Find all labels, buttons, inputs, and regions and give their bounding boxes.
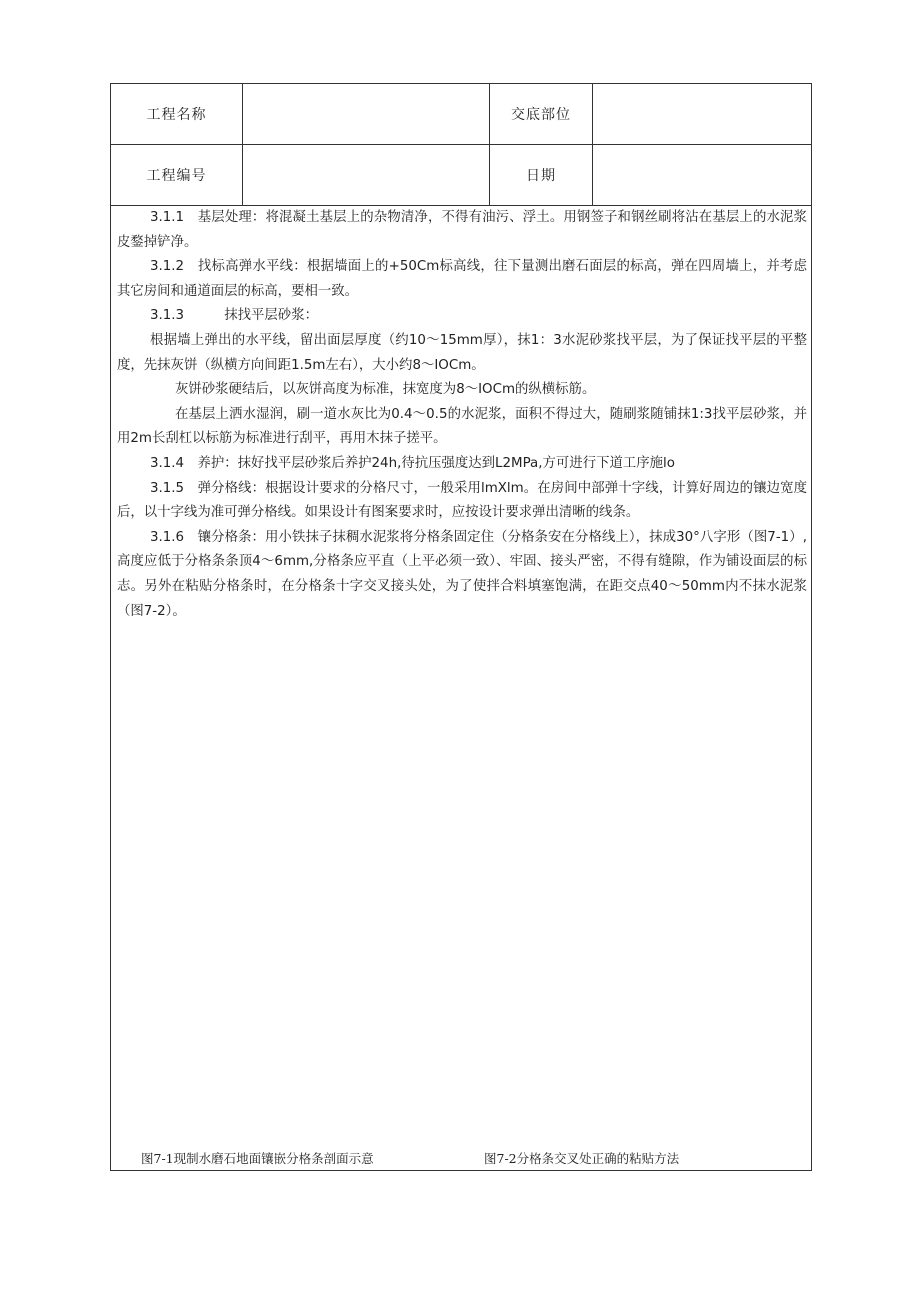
paragraph-3-1-1: 3.1.1 基层处理：将混凝土基层上的杂物清净，不得有油污、浮土。用钢签子和钢丝刷将沾在基层上的水泥浆皮鍪掉铲净。 <box>117 210 807 250</box>
project-name-value[interactable] <box>243 84 489 144</box>
figure-7-1-caption: 图7-1现制水磨石地面镶嵌分格条剖面示意 <box>141 1151 374 1166</box>
figure-captions <box>111 1147 811 1169</box>
project-no-label: 工程编号 <box>146 168 207 184</box>
paragraph-3-1-3-c: 在基层上洒水湿润，刷一道水灰比为0.4～0.5的水泥浆，面积不得过大，随刷浆随铺抹1:3找平层砂浆，并用2m长刮杠以标筋为标准进行刮平，再用木抹子搓平。 <box>117 406 807 447</box>
paragraph-3-1-3: 3.1.3 抹找平层砂浆： <box>150 308 318 324</box>
paragraph-3-1-3-a: 根据墙上弹出的水平线，留出面层厚度（约10～15mm厚），抹1：3水泥砂浆找平层，为了保证找平层的平整度，先抹灰饼（纵横方向间距1.5m左右），大小约8～IOCm。 <box>117 332 807 373</box>
paragraph-3-1-6: 3.1.6 镶分格条：用小铁抹子抹稠水泥浆将分格条固定住（分格条安在分格线上），抹成30°八字形（图7-1）,高度应低于分格条条顶4～6mm,分格条应平直（上平必须一致）、牢固、接头严密，不得有缝隙，作为铺设面层的标志。另外在粘贴分格条时，在分格条十字交叉接头处，为了使拌合料填塞饱满，在距交点40～50mm内不抹水泥浆（图7-2）。 <box>117 529 807 619</box>
date-value[interactable] <box>593 145 811 205</box>
project-name-label: 工程名称 <box>146 107 207 123</box>
figure-area <box>111 624 811 1144</box>
paragraph-3-1-5: 3.1.5 弹分格线：根据设计要求的分格尺寸，一般采用lmXlm。在房间中部弹十字线，计算好周边的镶边宽度后，以十字线为准可弹分格线。如果设计有图案要求时，应按设计要求弹出清晰的线条。 <box>117 480 807 521</box>
header-divider <box>242 84 243 206</box>
handover-sheet <box>110 83 812 1171</box>
header-divider <box>592 84 593 206</box>
figure-7-2-caption: 图7-2分格条交叉处正确的粘贴方法 <box>484 1151 680 1166</box>
project-no-value[interactable] <box>243 145 489 205</box>
header-row-1 <box>111 84 811 145</box>
paragraph-3-1-2: 3.1.2 找标高弹水平线：根据墙面上的+50Cm标高线，往下量测出磨石面层的标高，弹在四周墙上，并考虑其它房间和通道面层的标高，要相一致。 <box>117 259 807 299</box>
handover-part-value[interactable] <box>593 84 811 144</box>
handover-part-label: 交底部位 <box>511 107 571 123</box>
header-divider <box>489 84 490 206</box>
header-row-2 <box>111 145 811 206</box>
content-body <box>117 206 807 624</box>
paragraph-3-1-4: 3.1.4 养护：抹好找平层砂浆后养护24h,待抗压强度达到L2MPa,方可进行下道工序施lo <box>150 455 675 471</box>
date-label: 日期 <box>526 168 556 184</box>
paragraph-3-1-3-b: 灰饼砂浆硬结后，以灰饼高度为标准，抹宽度为8～IOCm的纵横标筋。 <box>175 382 596 398</box>
